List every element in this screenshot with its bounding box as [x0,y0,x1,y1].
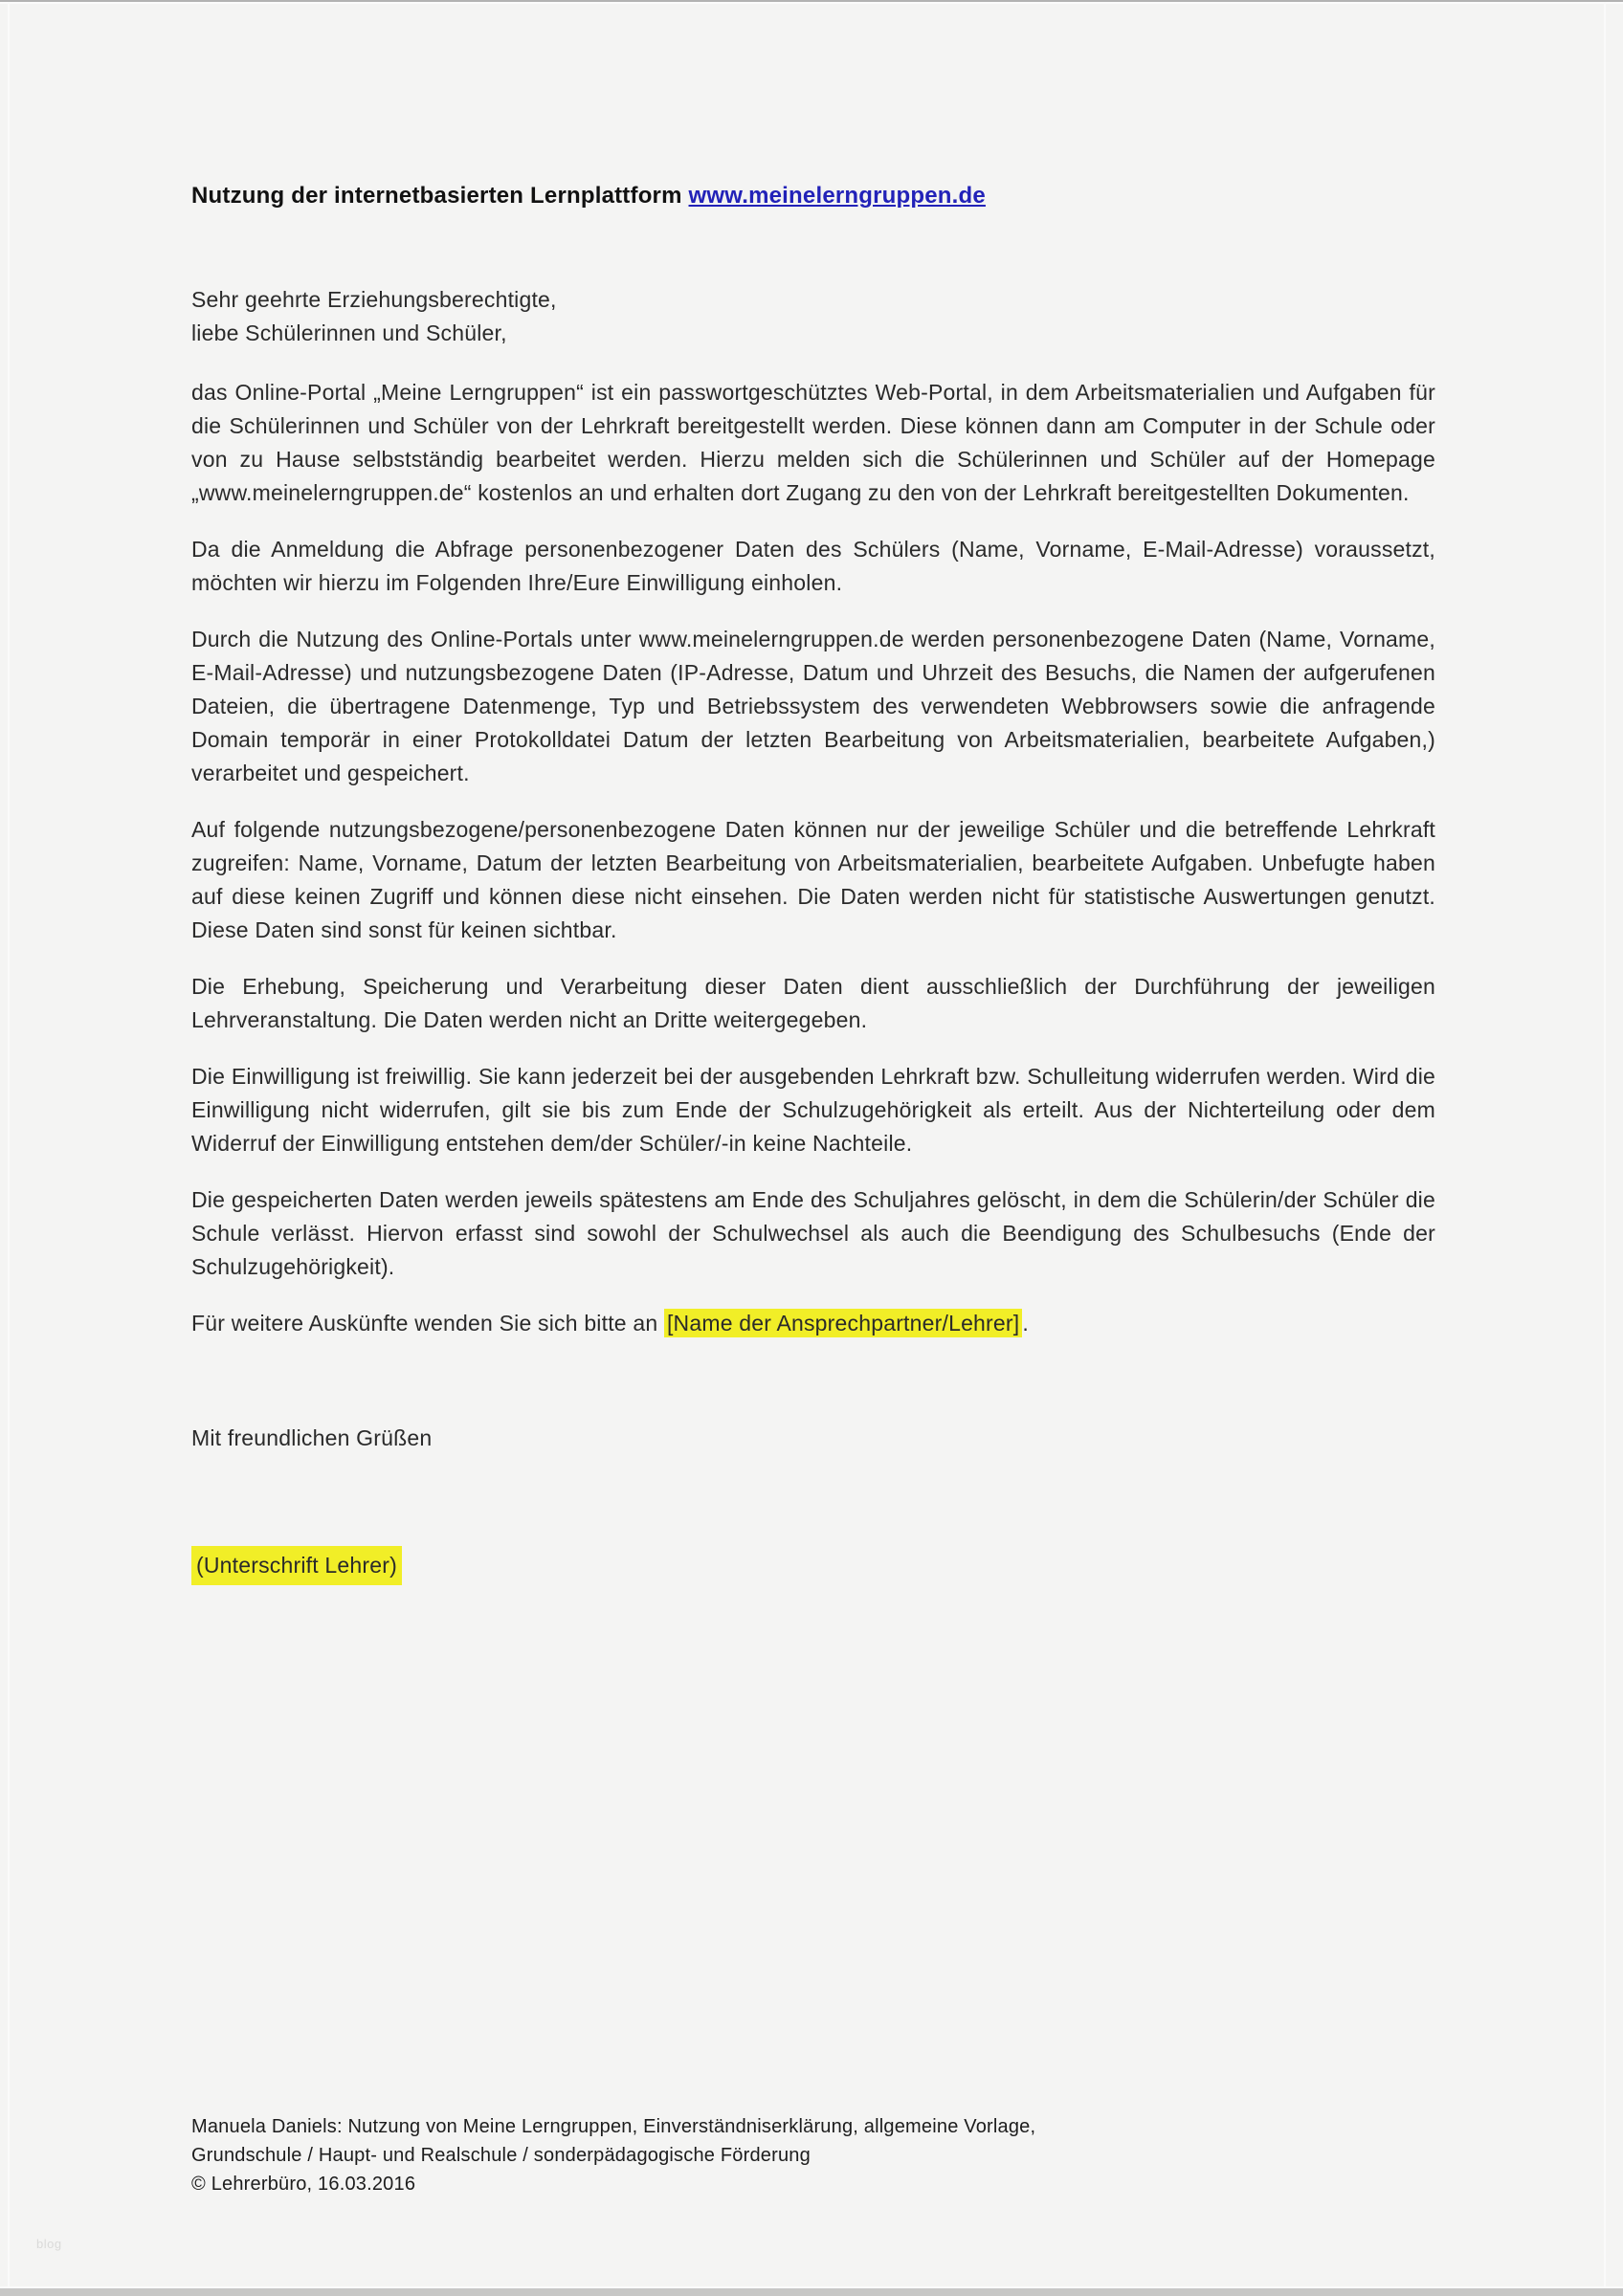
contact-placeholder-highlight: [Name der Ansprechpartner/Lehrer] [664,1309,1022,1337]
signature-placeholder-highlight: (Unterschrift Lehrer) [191,1546,402,1585]
footer-credit-line: Manuela Daniels: Nutzung von Meine Lerngruppen, Einverständniserklärung, allgemeine Vorlage, [191,2116,1036,2137]
footer-copyright-line: © Lehrerbüro, 16.03.2016 [191,2174,416,2195]
contact-line [191,1307,1435,1340]
window-frame-left [8,2,10,2286]
salutation [191,283,1435,350]
paragraph-data-deletion: Die gespeicherten Daten werden jeweils spätestens am Ende des Schuljahres gelöscht, in dem die Schülerin/der Schüler die Schule verlässt. Hiervon erfasst sind sowohl der Schulwechsel als auch die Beendigung des Schulbesuchs (Ende der Schulzugehörigkeit). [191,1187,1435,1279]
paragraph-data-purpose: Die Erhebung, Speicherung und Verarbeitung dieser Daten dient ausschließlich der Durchführung der jeweiligen Lehrveranstaltung. Die Daten werden nicht an Dritte weitergegeben. [191,974,1435,1032]
salutation-line: Sehr geehrte Erziehungsberechtigte, [191,287,557,312]
signature-block [191,1546,1435,1585]
letter-body [191,182,1435,1585]
paragraph-data-processing: Durch die Nutzung des Online-Portals unter www.meinelerngruppen.de werden personenbezogene Daten (Name, Vorname, E-Mail-Adresse) und nutzungsbezogene Daten (IP-Adresse, Datum und Uhrzeit des Besuchs, die Namen der aufgerufenen Dateien, die übertragene Datenmenge, Typ und Betriebssystem des verwendeten Webbrowsers sowie die anfragende Domain temporär in einer Protokolldatei Datum der letzten Bearbeitung von Arbeitsmaterialien, bearbeitete Aufgaben,) verarbeitet und gespeichert. [191,627,1435,785]
footer-credit-line: Grundschule / Haupt- und Realschule / sonderpädagogische Förderung [191,2145,811,2166]
closing-line: Mit freundlichen Grüßen [191,1425,433,1450]
window-frame-right [1604,2,1606,2286]
page-title-text: Nutzung der internetbasierten Lernplattform [191,183,689,209]
paragraph-data-access: Auf folgende nutzungsbezogene/personenbezogene Daten können nur der jeweilige Schüler und die betreffende Lehrkraft zugreifen: Name, Vorname, Datum der letzten Bearbeitung von Arbeitsmaterialien, bearbeitete Aufgaben. Unbefugte haben auf diese keinen Zugriff und können diese nicht einsehen. Die Daten werden nicht für statistische Auswertungen genutzt. Diese Daten sind sonst für keinen sichtbar. [191,817,1435,942]
paragraph-consent-request: Da die Anmeldung die Abfrage personenbezogener Daten des Schülers (Name, Vorname, E-Mail-Adresse) voraussetzt, möchten wir hierzu im Folgenden Ihre/Eure Einwilligung einholen. [191,537,1435,595]
paragraph-portal-intro: das Online-Portal „Meine Lerngruppen“ ist ein passwortgeschütztes Web-Portal, in dem Arbeitsmaterialien und Aufgaben für die Schülerinnen und Schüler von der Lehrkraft bereitgestellt werden. Diese können dann am Computer in der Schule oder von zu Hause selbstständig bearbeitet werden. Hierzu melden sich die Schülerinnen und Schüler auf der Homepage „www.meinelerngruppen.de“ kostenlos an und erhalten dort Zugang zu den von der Lehrkraft bereitgestellten Dokumenten. [191,380,1435,505]
contact-line-text: Für weitere Auskünfte wenden Sie sich bitte an [191,1311,664,1336]
platform-link[interactable]: www.meinelerngruppen.de [688,183,986,209]
paragraph-voluntary-consent: Die Einwilligung ist freiwillig. Sie kann jederzeit bei der ausgebenden Lehrkraft bzw. Schulleitung widerrufen werden. Wird die Einwilligung nicht widerrufen, gilt sie bis zum Ende der Schulzugehörigkeit als erteilt. Aus der Nichterteilung oder dem Widerruf der Einwilligung entstehen dem/der Schüler/-in keine Nachteile. [191,1064,1435,1156]
window-frame-top-highlight [0,2,1623,4]
salutation-line: liebe Schülerinnen und Schüler, [191,320,507,345]
footer-credits [191,2112,1435,2198]
window-frame-bottom [0,2288,1623,2296]
contact-line-period: . [1022,1311,1029,1336]
page-title [191,182,1435,210]
watermark: blog [36,2237,62,2251]
